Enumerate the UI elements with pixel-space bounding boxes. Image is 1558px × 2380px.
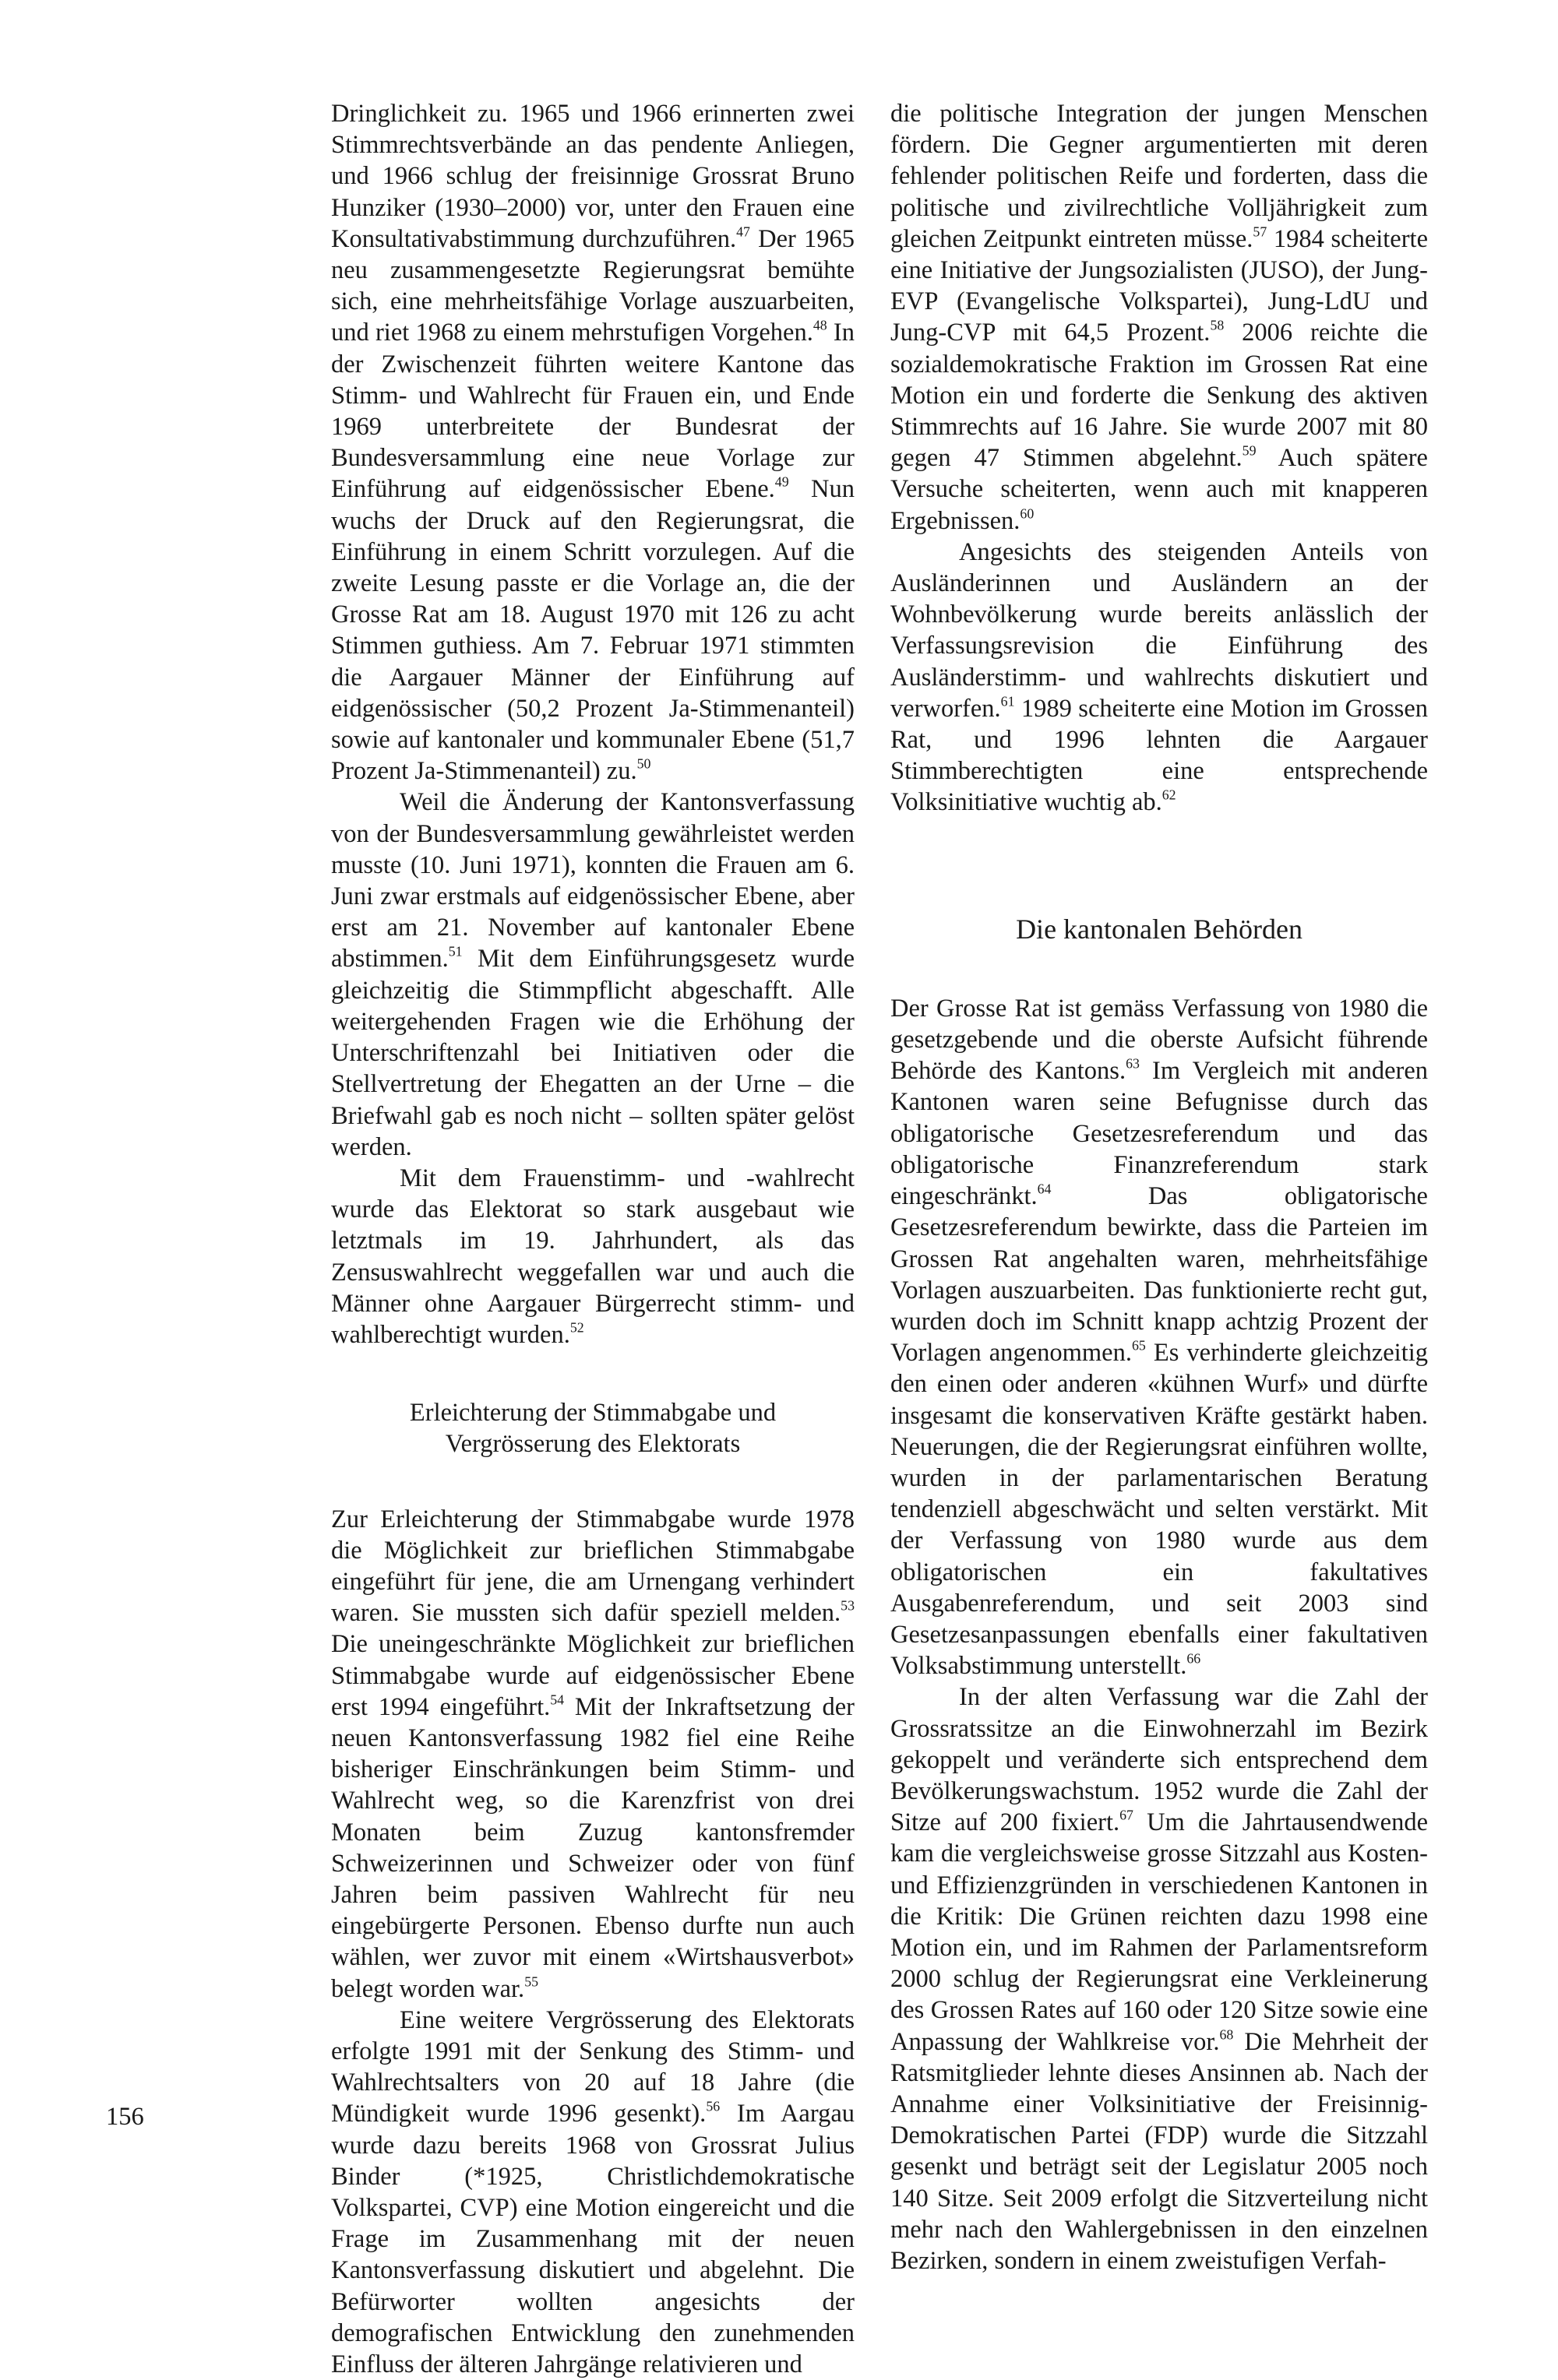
footnote-ref[interactable]: 51 <box>448 944 463 960</box>
subsection-heading-line: Vergrösserung des Elektorats <box>445 1430 741 1459</box>
footnote-ref[interactable]: 68 <box>1219 2026 1234 2043</box>
footnote-ref[interactable]: 60 <box>1020 505 1035 522</box>
subsection-heading <box>331 1397 855 1459</box>
paragraph-text: Nun wuchs der Druck auf den Regierungsrat, die Einführung in einem Schritt vorzulegen. Auf die zweite Lesung passte er die Vorlage an, die der Grosse Rat am 18. August 1970 mit 126 zu acht Stimmen guthiess. Am 7. Februar 1971 stimmten die Aargauer Männer der Einführung auf eidgenössischer (50,2 Prozent Ja-Stimmenanteil) sowie auf kantonaler und kommunaler Ebene (51,7 Prozent Ja-Stimmenanteil) zu. <box>331 475 855 786</box>
paragraph-text: Im Vergleich mit anderen Kantonen waren seine Befugnisse durch das obligatorische Gesetzesreferendum und das obligatorische Finanzreferendum stark eingeschränkt. <box>890 1057 1429 1211</box>
paragraph-text: Angesichts des steigenden Anteils von Ausländerinnen und Ausländern an der Wohnbevölkerung wurde bereits anlässlich der Verfassungsrevision die Einführung des Ausländerstimm- und wahlrechts diskutiert und verworfen. <box>890 537 1428 723</box>
paragraph <box>890 537 1428 819</box>
footnote-ref[interactable]: 58 <box>1210 318 1225 334</box>
footnote-ref[interactable]: 67 <box>1119 1807 1133 1823</box>
footnote-ref[interactable]: 50 <box>636 755 651 772</box>
paragraph-text: Die Mehrheit der Ratsmitglieder lehnte dieses Ansinnen ab. Nach der Annahme einer Volksinitiative der Freisinnig-Demokratischen Partei (FDP) wurde die Sitzzahl gesenkt und beträgt seit der Legislatur 2005 noch 140 Sitze. Seit 2009 erfolgt die Sitzverteilung nicht mehr nach den Wahlergebnissen in den einzelnen Bezirken, sondern in einem zweistufigen Verfah- <box>890 2027 1428 2275</box>
footnote-ref[interactable]: 62 <box>1161 787 1176 804</box>
footnote-ref[interactable]: 64 <box>1037 1181 1052 1197</box>
paragraph <box>331 2005 855 2380</box>
footnote-ref[interactable]: 52 <box>569 1319 584 1336</box>
paragraph-text: Es verhinderte gleichzeitig den einen oder anderen «kühnen Wurf» und dürfte insgesamt die konservativen Kräfte gestärkt haben. Neuerungen, die der Regierungsrat einführen wollte, wurden in der parlamentarischen Beratung tendenziell abgeschwächt und selten verstärkt. Mit der Verfassung von 1980 wurde aus dem obligatorischen ein fakultatives Ausgabenreferendum, und seit 2003 sind Gesetzesanpassungen ebenfalls einer fakultativen Volksabstimmung unterstellt. <box>890 1339 1429 1681</box>
paragraph-text: Weil die Änderung der Kantonsverfassung von der Bundesversammlung gewährleistet werden musste (10. Juni 1971), konnten die Frauen am 6. Juni zwar erstmals auf eidgenössischer Ebene, aber erst am 21. November auf kantonaler Ebene abstimmen. <box>331 788 855 973</box>
footnote-ref[interactable]: 55 <box>524 1973 539 1990</box>
paragraph <box>890 1681 1428 2276</box>
section-heading: Die kantonalen Behörden <box>1016 913 1302 945</box>
left-column <box>331 98 855 2380</box>
paragraph-text: Der 1965 neu zusammengesetzte Regierungsrat bemühte sich, eine mehrheitsfähige Vorlage auszuarbeiten, und riet 1968 zu einem mehrstufigen Vorgehen. <box>331 224 855 347</box>
paragraph-text: Der Grosse Rat ist gemäss Verfassung von 1980 die gesetzgebende und die oberste Aufsicht führende Behörde des Kantons. <box>890 994 1428 1086</box>
footnote-ref[interactable]: 48 <box>812 318 827 334</box>
footnote-ref[interactable]: 49 <box>774 474 789 491</box>
paragraph-text: Mit dem Frauenstimm- und -wahlrecht wurde das Elektorat so stark ausgebaut wie letztmals im 19. Jahrhundert, als das Zensuswahlrecht weggefallen war und auch die Männer ohne Aargauer Bürgerrecht stimm- und wahlberechtigt wurden. <box>331 1164 855 1349</box>
paragraph <box>331 1163 855 1350</box>
paragraph-text: In der Zwischenzeit führten weitere Kantone das Stimm- und Wahlrecht für Frauen ein, und Ende 1969 unterbreitete der Bundesrat der Bundesversammlung eine neue Vorlage zur Einführung auf eidgenössischer Ebene. <box>331 319 855 504</box>
footnote-ref[interactable]: 63 <box>1126 1055 1140 1072</box>
paragraph-text: Zur Erleichterung der Stimmabgabe wurde 1978 die Möglichkeit zur brieflichen Stimmabgabe eingeführt für jene, die am Urnengang verhindert waren. Sie mussten sich dafür speziell melden. <box>331 1505 855 1628</box>
paragraph <box>890 993 1428 1681</box>
paragraph-text: Um die Jahrtausendwende kam die vergleichsweise grosse Sitzzahl aus Kosten- und Effizienzgründen in verschiedenen Kantonen in die Kritik: Die Grünen reichten dazu 1998 eine Motion ein, und im Rahmen der Parlamentsreform 2000 schlug der Regierungsrat eine Verkleinerung des Grossen Rates auf 160 oder 120 Sitze sowie eine Anpassung der Wahlkreise vor. <box>890 1808 1428 2056</box>
footnote-ref[interactable]: 59 <box>1242 442 1257 459</box>
paragraph-text: Dringlichkeit zu. 1965 und 1966 erinnerten zwei Stimmrechtsverbände an das pendente Anliegen, und 1966 schlug der freisinnige Grossrat Bruno Hunziker (1930–2000) vor, unter den Frauen eine Konsultativabstimmung durchzuführen. <box>331 100 855 253</box>
paragraph-text: In der alten Verfassung war die Zahl der Grossratssitze an die Einwohnerzahl im Bezirk gekoppelt und veränderte sich entsprechend dem Bevölkerungswachstum. 1952 wurde die Zahl der Sitze auf 200 fixiert. <box>890 1683 1428 1837</box>
paragraph <box>331 1504 855 2005</box>
paragraph-text: 2006 reichte die sozialdemokratische Fraktion im Grossen Rat eine Motion ein und forderte die Senkung des aktiven Stimmrechts auf 16 Jahre. Sie wurde 2007 mit 80 gegen 47 Stimmen abgelehnt. <box>890 319 1428 473</box>
footnote-ref[interactable]: 56 <box>706 2098 721 2114</box>
footnote-ref[interactable]: 53 <box>841 1597 855 1614</box>
paragraph-text: Mit der Inkraftsetzung der neuen Kantonsverfassung 1982 fiel eine Reihe bisheriger Einschränkungen beim Stimm- und Wahlrecht weg, so die Karenzfrist von drei Monaten beim Zuzug kantonsfremder Schweizerinnen und Schweizer oder von fünf Jahren beim passiven Wahlrecht für neu eingebürgerte Personen. Ebenso durfte nun auch wählen, wer zuvor mit einem «Wirtshausverbot» belegt worden war. <box>331 1692 855 2003</box>
paragraph <box>890 98 1428 537</box>
footnote-ref[interactable]: 57 <box>1253 224 1267 240</box>
footnote-ref[interactable]: 66 <box>1186 1650 1201 1667</box>
footnote-ref[interactable]: 65 <box>1131 1337 1146 1354</box>
paragraph-text: 1984 scheiterte eine Initiative der Jungsozialisten (JUSO), der Jung-EVP (Evangelische Volkspartei), Jung-LdU und Jung-CVP mit 64,5 Prozent. <box>890 224 1429 347</box>
paragraph-text: Auch spätere Versuche scheiterten, wenn auch mit knapperen Ergebnissen. <box>890 444 1428 535</box>
footnote-ref[interactable]: 47 <box>736 224 750 240</box>
subsection-heading-line: Erleichterung der Stimmabgabe und <box>409 1399 777 1428</box>
footnote-ref[interactable]: 54 <box>550 1692 565 1708</box>
paragraph-text: Im Aargau wurde dazu bereits 1968 von Grossrat Julius Binder (*1925, Christlichdemokratische Volkspartei, CVP) eine Motion eingereicht und die Frage im Zusammenhang mit der neuen Kantonsverfassung diskutiert und abgelehnt. Die Befürworter wollten angesichts der demografischen Entwicklung den zunehmenden Einfluss der älteren Jahrgänge relativieren und <box>331 2100 855 2379</box>
paragraph-text: 1989 scheiterte eine Motion im Grossen Rat, und 1996 lehnten die Aargauer Stimmberechtigten eine entsprechende Volksinitiative wuchtig ab. <box>890 694 1428 817</box>
right-column <box>890 98 1428 2276</box>
paragraph <box>331 98 855 787</box>
paragraph-text: Mit dem Einführungsgesetz wurde gleichzeitig die Stimmpflicht abgeschafft. Alle weitergehenden Fragen wie die Erhöhung der Unterschriftenzahl bei Initiativen oder die Stellvertretung der Ehegatten an der Urne – die Briefwahl gab es noch nicht – sollten später gelöst werden. <box>331 945 855 1161</box>
paragraph <box>331 787 855 1162</box>
paragraph-text: die politische Integration der jungen Menschen fördern. Die Gegner argumentierten mit deren fehlender politischen Reife und forderten, dass die politische und zivilrechtliche Volljährigkeit zum gleichen Zeitpunkt eintreten müsse. <box>890 100 1428 253</box>
page-number: 156 <box>106 2103 144 2131</box>
footnote-ref[interactable]: 61 <box>1000 693 1015 709</box>
paragraph-text: Die uneingeschränkte Möglichkeit zur brieflichen Stimmabgabe wurde auf eidgenössischer Ebene erst 1994 eingeführt. <box>331 1630 855 1721</box>
paragraph-text: Eine weitere Vergrösserung des Elektorats erfolgte 1991 mit der Senkung des Stimm- und Wahlrechtsalters von 20 auf 18 Jahre (die Mündigkeit wurde 1996 gesenkt). <box>331 2005 855 2128</box>
paragraph-text: Das obligatorische Gesetzesreferendum bewirkte, dass die Parteien im Grossen Rat angehalten waren, mehrheitsfähige Vorlagen auszuarbeiten. Das funktionierte recht gut, wurden doch im Schnitt knapp achtzig Prozent der Vorlagen angenommen. <box>890 1182 1428 1368</box>
